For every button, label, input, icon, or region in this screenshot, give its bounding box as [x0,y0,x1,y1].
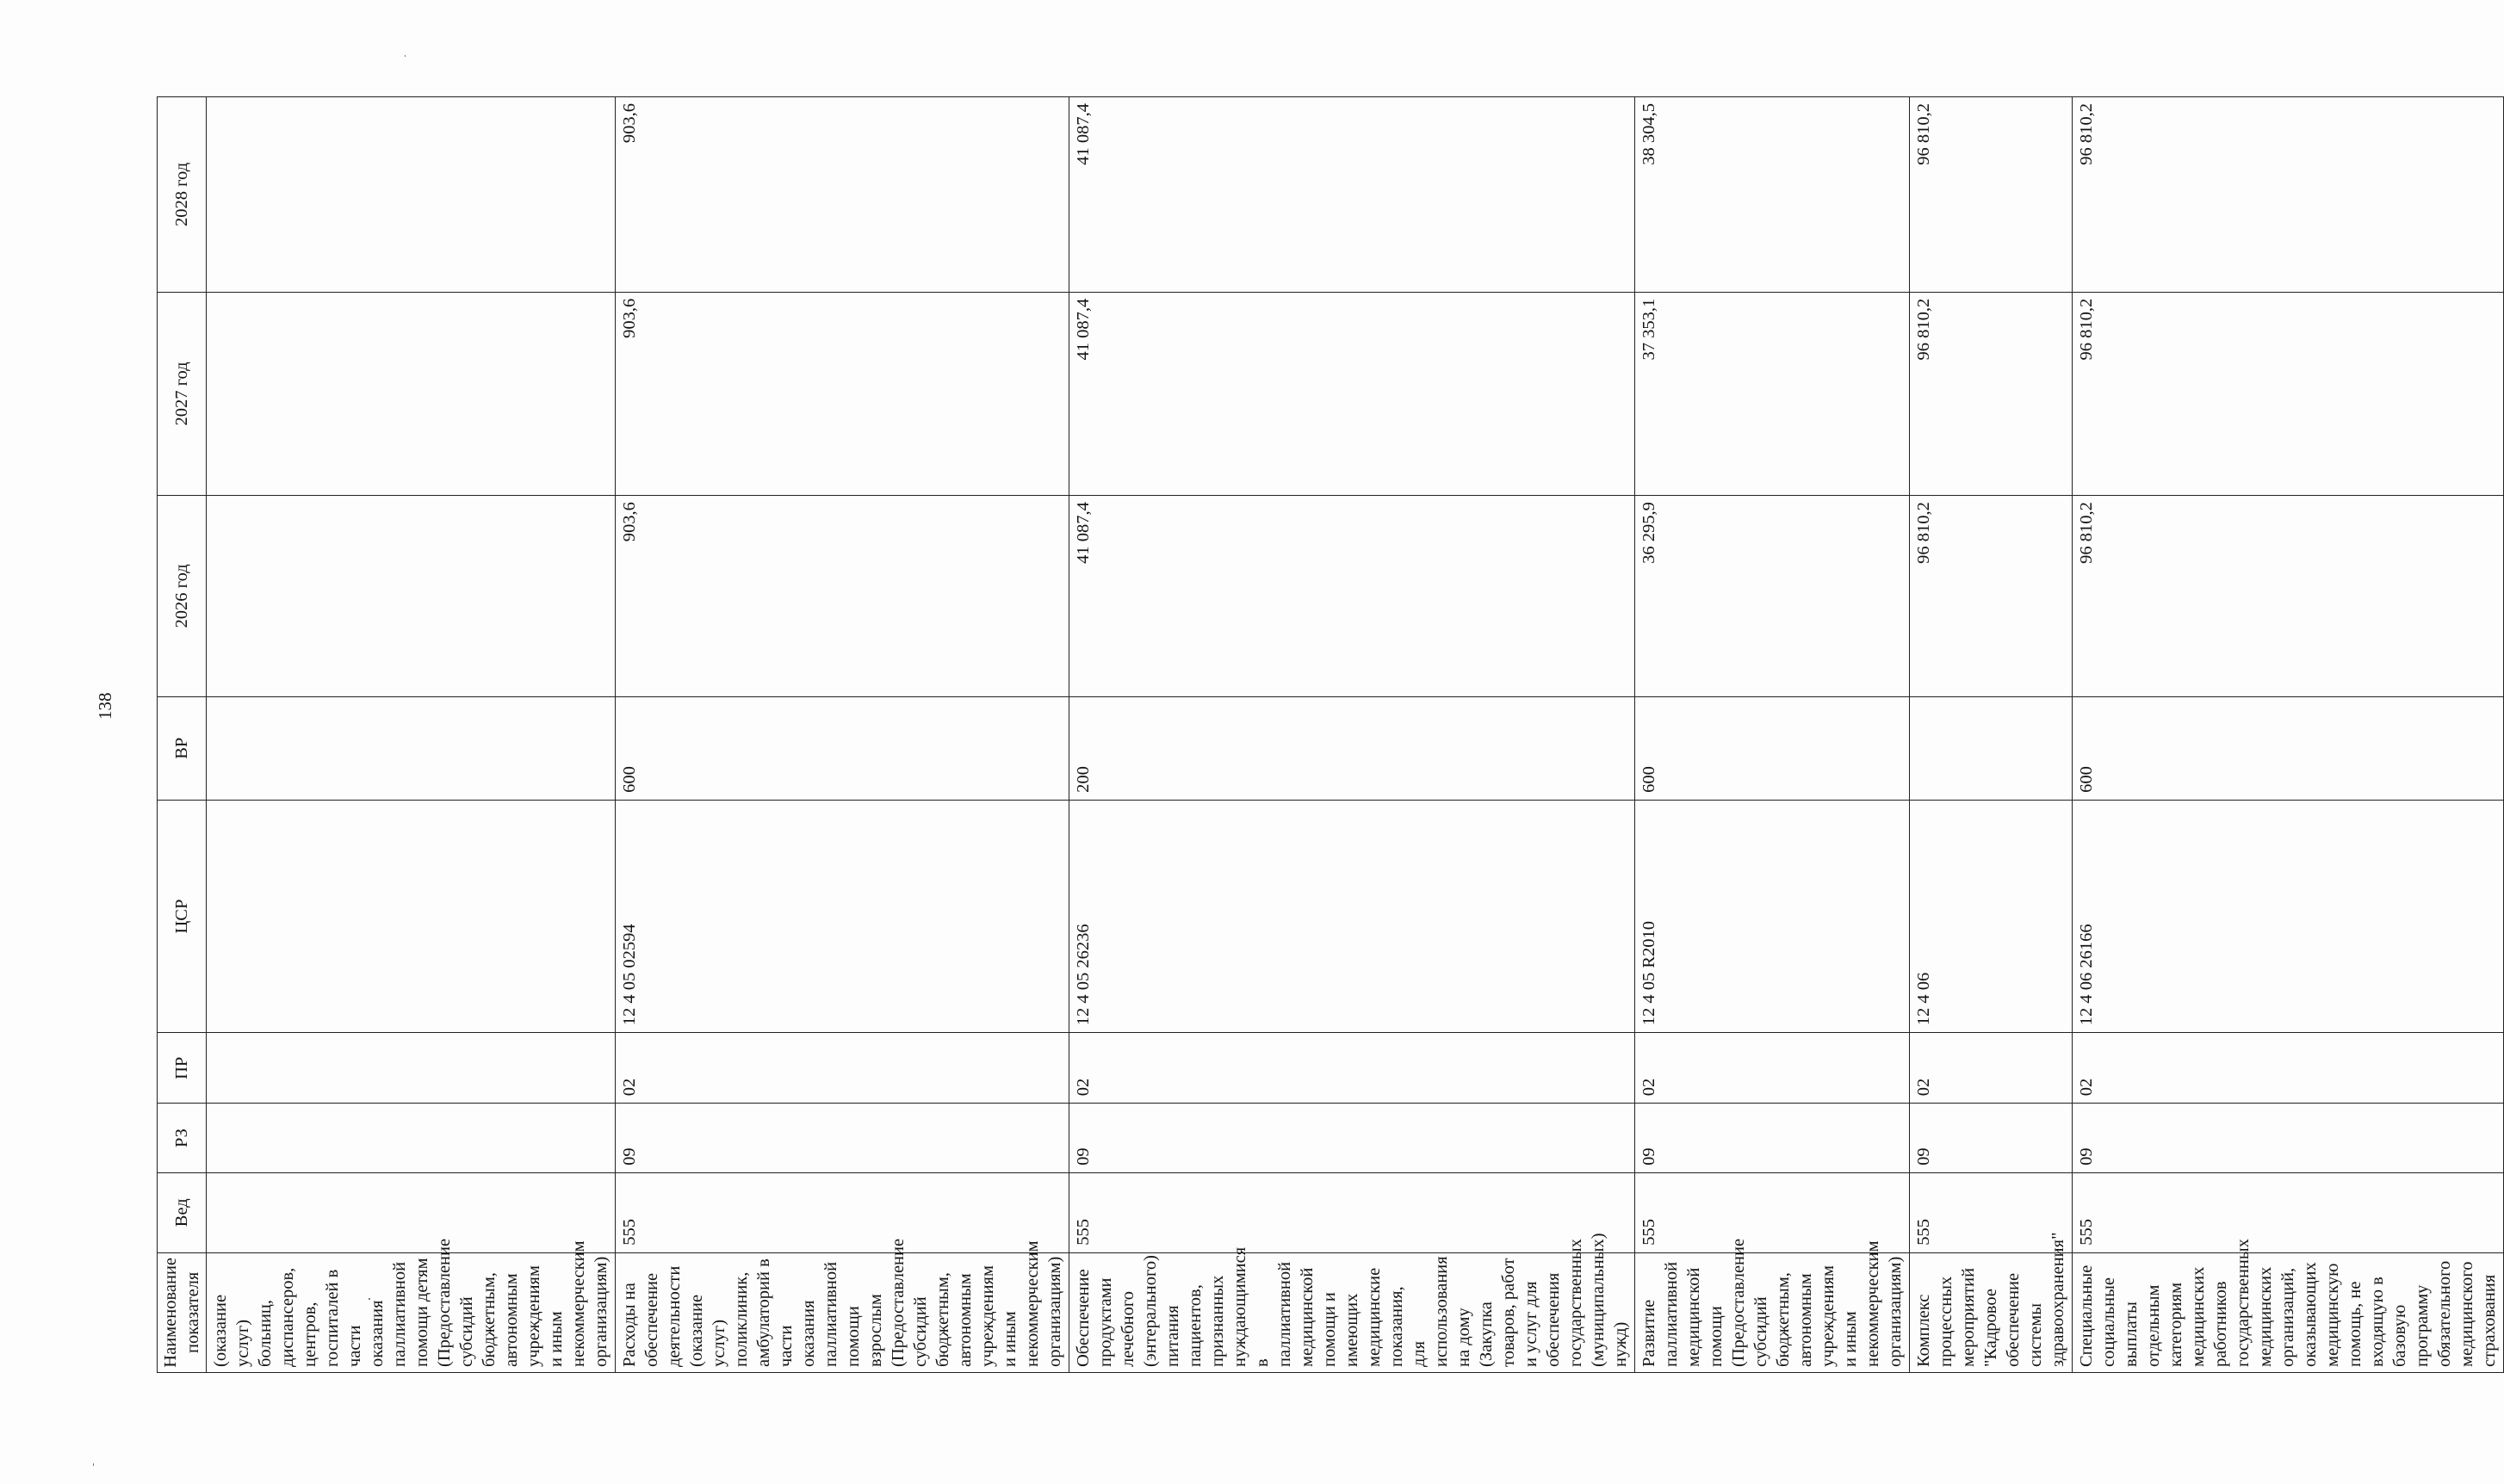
indicator-name-cell: Специальные социальные выплаты отдельным категориям медицинских работников государственных медицинских организаций, оказывающих медицинскую помощь, не входящую в базовую программу обязательного медицинского страхования [2073,1252,2504,1372]
cell-rz: 09 [2073,1104,2504,1173]
header-name: Наименование показателя [158,1252,207,1372]
cell-csr: 12 4 06 [1910,800,2073,1032]
cell-year-2028: 903,6 [616,97,1069,293]
cell-rz: 09 [1910,1104,2073,1173]
cell-ved: 555 [616,1172,1069,1252]
scan-mark [369,1298,370,1300]
cell-ved [207,1172,616,1252]
table-row [2073,97,2504,1373]
page-number: 138 [95,692,115,720]
scan-mark [93,1463,94,1466]
cell-year-2027: 96 810,2 [2073,292,2504,495]
cell-year-2028 [207,97,616,293]
cell-year-2027: 903,6 [616,292,1069,495]
cell-year-2028: 96 810,2 [1910,97,2073,293]
header-ved: Вед [158,1172,207,1252]
cell-year-2028: 41 087,4 [1069,97,1635,293]
table-header-row [158,97,207,1373]
cell-year-2026: 903,6 [616,496,1069,697]
cell-pr: 02 [1635,1033,1910,1104]
cell-pr: 02 [616,1033,1069,1104]
header-rz: РЗ [158,1104,207,1173]
indicator-name-cell: (оказание услуг) больниц, диспансеров, центров, госпиталей в части оказания паллиативной помощи детям (Предоставление субсидий бюджетным, автономным учреждениям и иным некоммерческим организациям) [207,1252,616,1372]
table-row [616,97,1069,1373]
table-row [1635,97,1910,1373]
rotated-table-container [157,96,2499,1373]
cell-csr: 12 4 05 02594 [616,800,1069,1032]
cell-csr: 12 4 06 26166 [2073,800,2504,1032]
cell-rz: 09 [1635,1104,1910,1173]
cell-vr: 600 [2073,696,2504,800]
cell-year-2026: 41 087,4 [1069,496,1635,697]
cell-rz: 09 [616,1104,1069,1173]
cell-vr [1910,696,2073,800]
cell-rz: 09 [1069,1104,1635,1173]
cell-rz [207,1104,616,1173]
cell-vr: 600 [616,696,1069,800]
budget-table [157,96,2504,1373]
indicator-name-cell: Расходы на обеспечение деятельности (оказание услуг) поликлиник, амбулаторий в части оказания паллиативной помощи взрослым (Предоставление субсидий бюджетным, автономным учреждениям и иным некоммерческим организациям) [616,1252,1069,1372]
cell-year-2028: 96 810,2 [2073,97,2504,293]
indicator-name-cell: Развитие паллиативной медицинской помощи (Предоставление субсидий бюджетным, автономным учреждениям и иным некоммерческим организациям) [1635,1252,1910,1372]
table-row [1069,97,1635,1373]
indicator-name-cell: Обеспечение продуктами лечебного (энтерального) питания пациентов, признанных нуждающимися в паллиативной медицинской помощи и имеющих медицинские показания, для использования на дому (Закупка товаров, работ и услуг для обеспечения государственных (муниципальных) нужд) [1069,1252,1635,1372]
cell-csr: 12 4 05 R2010 [1635,800,1910,1032]
cell-vr [207,696,616,800]
cell-vr: 200 [1069,696,1635,800]
header-2027: 2027 год [158,292,207,495]
cell-ved: 555 [1069,1172,1635,1252]
header-2028: 2028 год [158,97,207,293]
cell-ved: 555 [1635,1172,1910,1252]
cell-year-2028: 38 304,5 [1635,97,1910,293]
cell-year-2027: 37 353,1 [1635,292,1910,495]
cell-year-2027 [207,292,616,495]
table-row [207,97,616,1373]
indicator-name-cell: Комплекс процессных мероприятий "Кадровое обеспечение системы здравоохранения" [1910,1252,2073,1372]
scan-mark [405,55,406,57]
cell-year-2027: 96 810,2 [1910,292,2073,495]
cell-pr: 02 [1910,1033,2073,1104]
cell-year-2027: 41 087,4 [1069,292,1635,495]
cell-csr [207,800,616,1032]
cell-year-2026: 36 295,9 [1635,496,1910,697]
cell-year-2026: 96 810,2 [2073,496,2504,697]
cell-pr [207,1033,616,1104]
cell-pr: 02 [1069,1033,1635,1104]
cell-year-2026 [207,496,616,697]
cell-ved: 555 [2073,1172,2504,1252]
header-vr: ВР [158,696,207,800]
header-pr: ПР [158,1033,207,1104]
cell-ved: 555 [1910,1172,2073,1252]
cell-pr: 02 [2073,1033,2504,1104]
cell-vr: 600 [1635,696,1910,800]
header-2026: 2026 год [158,496,207,697]
cell-year-2026: 96 810,2 [1910,496,2073,697]
header-csr: ЦСР [158,800,207,1032]
table-row [1910,97,2073,1373]
cell-csr: 12 4 05 26236 [1069,800,1635,1032]
